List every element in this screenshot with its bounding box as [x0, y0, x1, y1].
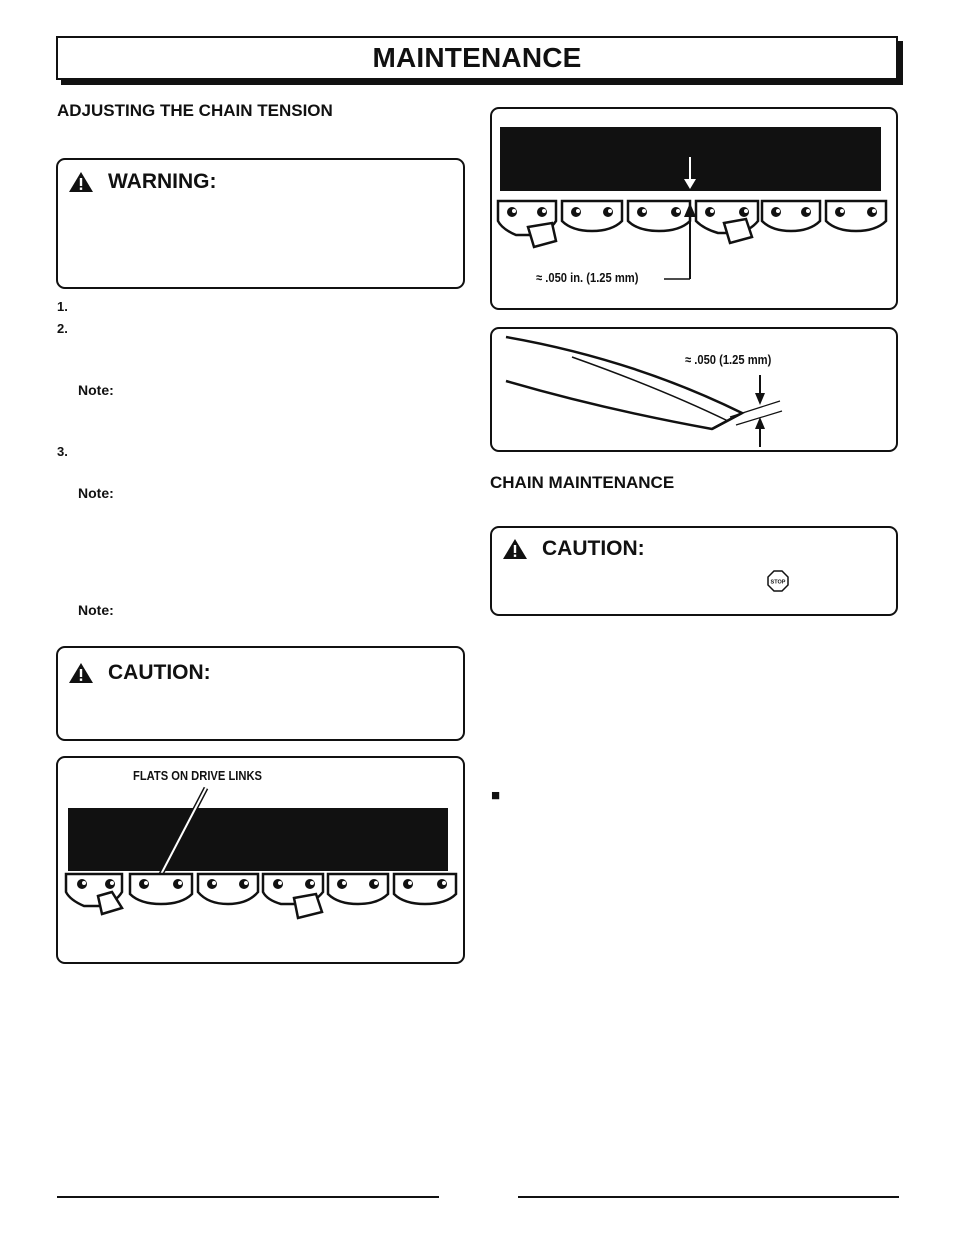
step-number-3: 3. [57, 444, 68, 459]
section-title-chain-maintenance: CHAIN MAINTENANCE [490, 473, 675, 492]
note-label-1: Note: [78, 382, 114, 398]
figure-depth-gauge-chain [490, 107, 898, 310]
figure-drive-links [56, 756, 465, 964]
warning-triangle-icon [502, 538, 528, 560]
caution-heading-left [68, 661, 211, 685]
figure-label-flats: FLATS ON DRIVE LINKS [133, 768, 262, 783]
warning-box [56, 158, 465, 289]
gauge-illustration [492, 329, 896, 450]
figure-label-gauge: ≈ .050 (1.25 mm) [685, 352, 772, 367]
caution-title-left: CAUTION: [108, 661, 211, 684]
stop-sign-text: STOP [770, 579, 786, 586]
caution-box-left [56, 646, 465, 741]
step-number-1: 1. [57, 299, 68, 314]
caution-heading-right [502, 537, 645, 561]
warning-title: WARNING: [108, 170, 217, 193]
caution-title-right: CAUTION: [542, 537, 645, 560]
page-title: MAINTENANCE [372, 42, 582, 73]
note-label-3: Note: [78, 602, 114, 618]
warning-heading [68, 170, 217, 194]
caution-box-right [490, 526, 898, 616]
figure-label-depth: ≈ .050 in. (1.25 mm) [536, 270, 639, 285]
footer-rule-left [57, 1196, 439, 1198]
note-label-2: Note: [78, 485, 114, 501]
warning-triangle-icon [68, 662, 94, 684]
footer-rule-right [518, 1196, 899, 1198]
warning-triangle-icon [68, 171, 94, 193]
bullet-marker: ■ [491, 787, 501, 804]
step-number-2: 2. [57, 321, 68, 336]
chain-illustration-left [58, 758, 463, 962]
figure-gauge-tool [490, 327, 898, 452]
page-title-box [56, 36, 898, 80]
stop-sign-icon [767, 570, 789, 592]
section-title-chain-tension: ADJUSTING THE CHAIN TENSION [57, 101, 333, 120]
